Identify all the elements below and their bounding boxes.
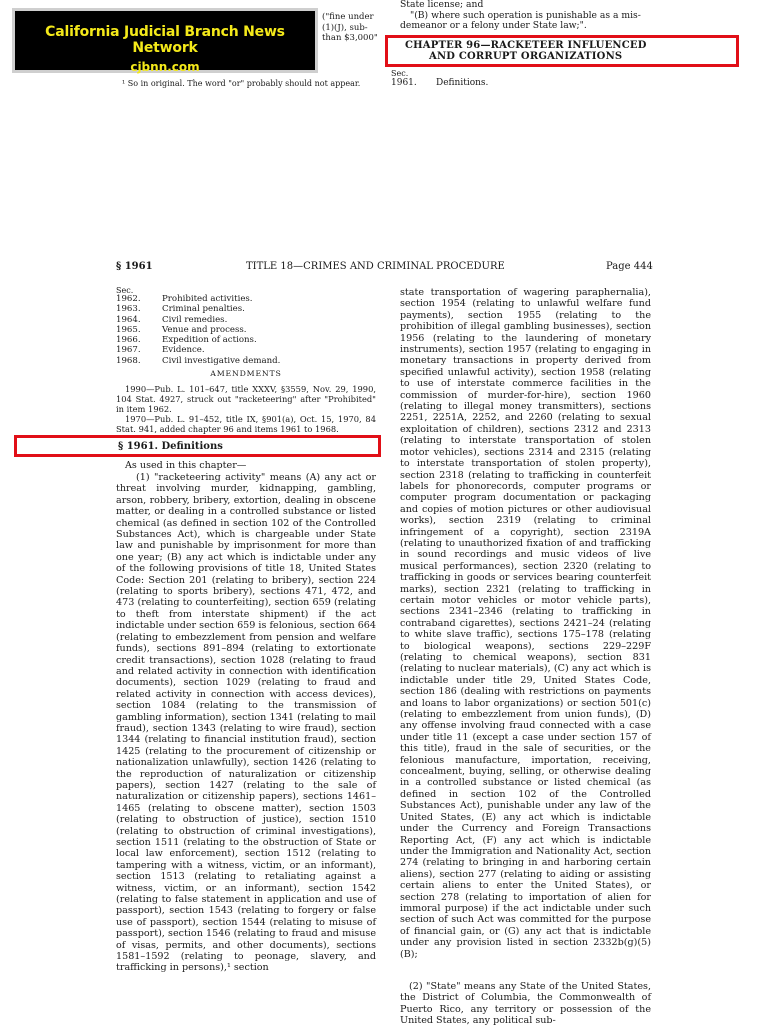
header-section: § 1961 (116, 261, 153, 272)
toc-title: Civil remedies. (162, 314, 228, 325)
body-right-paragraph: state transportation of wagering paraphernalia), section 1954 (relating to unlawful welfare fund payments), section 1955 (relating to the prohibition of illegal gambling businesses), section 1956 (relating to the laundering of monetary instruments), section 1957 (relating to engaging in monetary transactions in property derived from specified unlawful activity), section 1958 (relating to use of interstate commerce facilities in the commission of murder-for-hire), section 1960 (relating to illegal money transmitters), sections 2251, 2251A, 2252, and 2260 (relating to sexual exploitation of children), sections 2312 and 2313 (relating to interstate transportation of stolen motor vehicles), sections 2314 and 2315 (relating to interstate transportation of stolen property), section 2318 (relating to trafficking in counterfeit labels for phonorecords, computer programs or computer program documentation or packaging and copies of motion pictures or other audiovisual works), section 2319 (relating to criminal infringement of a copyright), section 2319A (relating to unauthorized fixation of and trafficking in sound recordings and music videos of live musical performances), section 2320 (relating to trafficking in goods or services bearing counterfeit marks), section 2321 (relating to trafficking in certain motor vehicles or motor vehicle parts), sections 2341–2346 (relating to trafficking in contraband cigarettes), sections 2421–24 (relating to white slave traffic), sections 175–178 (relating to biological weapons), sections 229–229F (relating to chemical weapons), section 831 (relating to nuclear materials), (C) any act which is indictable under title 29, United States Code, section 186 (dealing with restrictions on payments and loans to labor organizations) or section 501(c) (relating to embezzlement from union funds), (D) any offense involving fraud connected with a case under title 11 (except a case under section 157 of this title), fraud in the sale of securities, or the felonious manufacture, importation, receiving, concealment, buying, selling, or otherwise dealing in a controlled substance or listed chemical (as defined in section 102 of the Controlled Substances Act), punishable under any law of the United States, (E) any act which is indictable under the Currency and Foreign Transactions Reporting Act, (F) any act which is indictable under the Immigration and Nationality Act, section 274 (relating to bringing in and harboring certain aliens), section 277 (relating to aiding or assisting certain aliens to enter the United States), or section 278 (relating to importation of alien for immoral purpose) if the act indictable under such section of such Act was committed for the purpose of financial gain, or (G) any act that is indictable under any provision listed in section 2332b(g)(5)(B); (400, 287, 651, 960)
prev-left-fragments (322, 12, 382, 44)
toc-entry-number: 1961. (391, 78, 417, 88)
header-title: TITLE 18—CRIMES AND CRIMINAL PROCEDURE (246, 261, 505, 272)
toc-row (116, 304, 376, 314)
toc-number: 1968. (116, 355, 141, 366)
sec-label: Sec. (391, 69, 409, 78)
toc-number: 1967. (116, 345, 141, 356)
prev-left-line: than $3,000" (322, 33, 378, 43)
toc-number: 1966. (116, 335, 141, 346)
chapter-title (405, 40, 725, 62)
toc-entry-title: Definitions. (436, 78, 489, 88)
body-right-state-definition: (2) "State" means any State of the United States, the District of Columbia, the Commonwealth of Puerto Rico, any territory or possession of the United States, any political sub- (400, 981, 651, 1027)
prev-right-fragments (400, 0, 740, 32)
toc-title: Civil investigative demand. (162, 355, 281, 366)
chapter-title-line-2: AND CORRUPT ORGANIZATIONS (429, 51, 623, 62)
banner-title: California Judicial Branch News Network (45, 24, 285, 56)
chapter-toc-entry (391, 78, 488, 88)
toc-row (116, 345, 376, 355)
toc-number: 1962. (116, 294, 141, 304)
toc-title: Expedition of actions. (162, 335, 257, 346)
section-toc (116, 294, 376, 366)
banner-site: cjbnn.com (130, 60, 200, 74)
toc-label: Sec. (116, 286, 134, 295)
toc-row (116, 335, 376, 345)
toc-number: 1965. (116, 324, 141, 335)
amendment-1970: 1970—Pub. L. 91–452, title IX, §901(a), Oct. 15, 1970, 84 Stat. 941, added chapter 96 and items 1961 to 1968. (116, 414, 376, 434)
toc-row (116, 325, 376, 335)
header-page: Page 444 (606, 261, 653, 272)
toc-number: 1964. (116, 314, 141, 325)
toc-row (116, 356, 376, 366)
body-left-paragraph: (1) "racketeering activity" means (A) any act or threat involving murder, kidnapping, gambling, arson, robbery, bribery, extortion, dealing in obscene matter, or dealing in a controlled substance or listed chemical (as defined in section 102 of the Controlled Substances Act), which is chargeable under State law and punishable by imprisonment for more than one year; (B) any act which is indictable under any of the following provisions of title 18, United States Code: Section 201 (relating to bribery), section 224 (relating to sports bribery), sections 471, 472, and 473 (relating to counterfeiting), section 659 (relating to theft from interstate shipment) if the act indictable under section 659 is felonious, section 664 (relating to embezzlement from pension and welfare funds), sections 891–894 (relating to extortionate credit transactions), section 1028 (relating to fraud and related activity in connection with identification documents), section 1029 (relating to fraud and related activity in connection with access devices), section 1084 (relating to the transmission of gambling information), section 1341 (relating to mail fraud), section 1343 (relating to wire fraud), section 1344 (relating to financial institution fraud), section 1425 (relating to the procurement of citizenship or nationalization unlawfully), section 1426 (relating to the reproduction of naturalization or citizenship papers), section 1427 (relating to the sale of naturalization or citizenship papers), sections 1461–1465 (relating to obscene matter), section 1503 (relating to obstruction of justice), section 1510 (relating to obstruction of criminal investigations), section 1511 (relating to the obstruction of State or local law enforcement), section 1512 (relating to tampering with a witness, victim, or an informant), section 1513 (relating to retaliating against a witness, victim, or an informant), section 1542 (relating to false statement in application and use of passport), section 1543 (relating to forgery or false use of passport), section 1544 (relating to misuse of passport), section 1546 (relating to fraud and misuse of visas, permits, and other documents), sections 1581–1592 (relating to peonage, slavery, and trafficking in persons),¹ section (116, 472, 376, 974)
prev-right-line: State license; and (400, 0, 484, 10)
toc-title: Criminal penalties. (162, 304, 245, 315)
section-heading: § 1961. Definitions (118, 441, 223, 452)
amendment-1990: 1990—Pub. L. 101–647, title XXXV, §3559, Nov. 29, 1990, 104 Stat. 4927, struck out "racketeering" after "Prohibited" in item 1962. (116, 384, 376, 414)
news-network-banner[interactable] (12, 8, 318, 73)
toc-title: Venue and process. (162, 324, 247, 335)
body-intro: As used in this chapter— (125, 460, 247, 471)
toc-title: Evidence. (162, 345, 205, 356)
toc-number: 1963. (116, 304, 141, 315)
prev-right-line: "(B) where such operation is punishable as a mis- (410, 9, 641, 21)
toc-row (116, 315, 376, 325)
prev-left-line: (1)(J), sub- (322, 22, 368, 33)
amendments-heading: AMENDMENTS (210, 369, 282, 378)
toc-row (116, 294, 376, 304)
chapter-title-line-1: CHAPTER 96—RACKETEER INFLUENCED (405, 40, 647, 51)
footnote: ¹ So in original. The word "or" probably should not appear. (122, 79, 361, 88)
toc-title: Prohibited activities. (162, 294, 253, 304)
prev-right-line: demeanor or a felony under State law;". (400, 20, 587, 31)
prev-left-line: ("fine under (322, 12, 374, 22)
